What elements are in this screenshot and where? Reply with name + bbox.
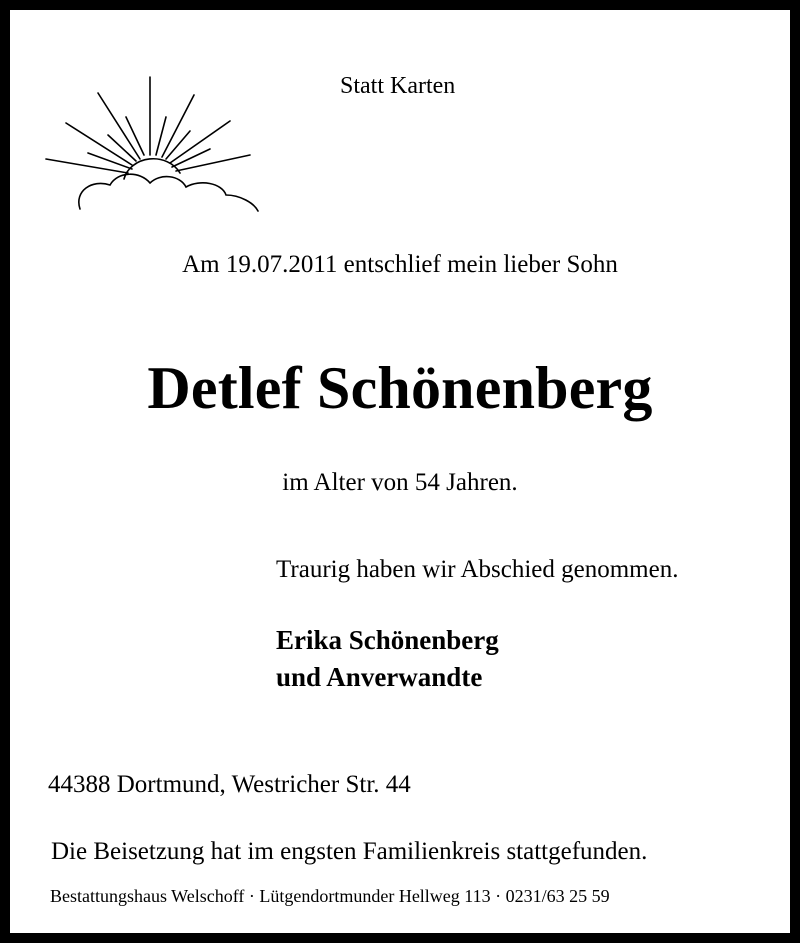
sun-ray bbox=[108, 135, 136, 161]
sun-ray bbox=[98, 93, 140, 159]
sun-ray bbox=[156, 117, 166, 155]
farewell-line: Traurig haben wir Abschied genommen. bbox=[276, 556, 679, 583]
sun-ray bbox=[176, 155, 250, 171]
heading-statt-karten: Statt Karten bbox=[340, 73, 456, 99]
sun-ray bbox=[126, 117, 144, 155]
sun-ray bbox=[66, 123, 132, 165]
funeral-note: Die Beisetzung hat im engsten Familienkreis stattgefunden. bbox=[51, 838, 648, 865]
sun-ray bbox=[162, 95, 194, 157]
sunrise-over-clouds-icon bbox=[40, 75, 280, 215]
sun-ray bbox=[170, 121, 230, 163]
sun-ray bbox=[46, 159, 128, 173]
deceased-name: Detlef Schönenberg bbox=[147, 355, 653, 421]
cloud-outline bbox=[79, 174, 258, 211]
undertaker-contact: Bestattungshaus Welschoff · Lütgendortmunder Hellweg 113 · 0231/63 25 59 bbox=[50, 886, 610, 906]
signer-name: Erika Schönenberg bbox=[276, 625, 499, 655]
family-address: 44388 Dortmund, Westricher Str. 44 bbox=[48, 771, 411, 798]
signer-relatives: und Anverwandte bbox=[276, 662, 483, 692]
intro-line: Am 19.07.2011 entschlief mein lieber Sohn bbox=[182, 251, 618, 278]
age-line: im Alter von 54 Jahren. bbox=[282, 469, 518, 496]
sun-ray bbox=[166, 131, 190, 159]
